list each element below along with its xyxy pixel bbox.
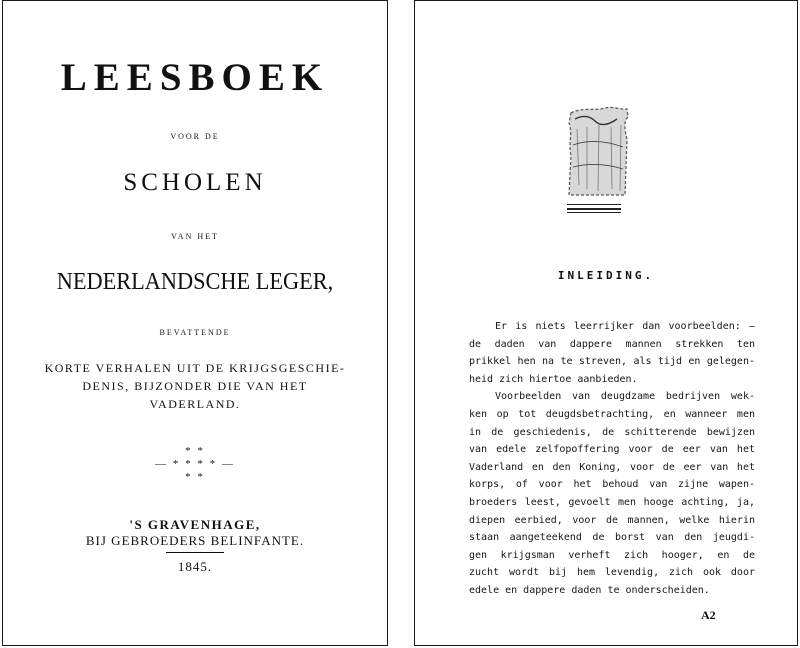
publication-year: 1845. [177, 559, 213, 574]
text-line: broeders leest, gevoelt men hooge achting, ja, [469, 496, 755, 508]
description-line: VADERLAND. [149, 397, 241, 411]
ornament-line: * * [185, 471, 205, 483]
publisher-city: 'S GRAVENHAGE, [129, 517, 261, 532]
vignette-rule [567, 208, 621, 210]
body-text [469, 318, 755, 600]
ornament-line: * * [185, 445, 205, 457]
divider-rule [166, 552, 224, 553]
text-line: de daden van dappere mannen strekken ten [469, 338, 755, 350]
text-line: edele en dappere daden te onderscheiden. [469, 584, 710, 596]
text-line: gen krijgsman verheft zich hooger, en de [469, 549, 755, 561]
description-line: DENIS, BIJZONDER DIE VAN HET [82, 379, 308, 393]
van-het-text: VAN HET [171, 232, 219, 241]
text-line: Voorbeelden van deugdzame bedrijven wek- [495, 391, 755, 403]
text-line: diepen eerbied, voor de mannen, welke hierin [469, 514, 755, 526]
bevattende-text: BEVATTENDE [159, 328, 231, 337]
publisher-name: BIJ GEBROEDERS BELINFANTE. [85, 533, 305, 548]
text-line: korps, of voor het behoud van zijne wapen- [469, 479, 755, 491]
text-line: staan aangeteekend de borst van den jeugdi- [469, 532, 755, 544]
text-page [414, 0, 798, 646]
chapter-heading: INLEIDING. [557, 269, 655, 282]
star-ornament [3, 445, 387, 484]
text-line: in de geschiedenis, de schitterende bewijzen [469, 426, 755, 438]
ornament-line: — * * * * — [155, 458, 235, 470]
vignette-rule [567, 212, 621, 213]
text-line: heid zich hiertoe aanbieden. [469, 373, 638, 385]
scholen-text: SCHOLEN [123, 169, 267, 196]
text-line: prikkel hen na te streven, als tijd en gelegen- [469, 356, 755, 368]
signature-mark: A2 [701, 608, 716, 622]
book-title: LEESBOEK [60, 56, 330, 99]
text-line: Vaderland en den Koning, voor de eer van het [469, 461, 755, 473]
vignette-rule [567, 204, 621, 205]
description-line: KORTE VERHALEN UIT DE KRIJGSGESCHIE- [44, 361, 346, 375]
voor-de-text: VOOR DE [170, 132, 220, 141]
title-page [2, 0, 388, 646]
text-line: Er is niets leerrijker dan voorbeelden: — [495, 321, 755, 332]
leger-text: NEDERLANDSCHE LEGER, [56, 269, 334, 295]
description [3, 359, 387, 413]
text-line: ken op tot deugdsbetrachting, en wanneer men [469, 408, 755, 420]
text-line: zucht wordt bij hem levendig, zich ook door [469, 567, 755, 579]
vignette-ornament [565, 105, 631, 197]
text-line: van edele zelfopoffering voor de eer van het [469, 444, 755, 456]
